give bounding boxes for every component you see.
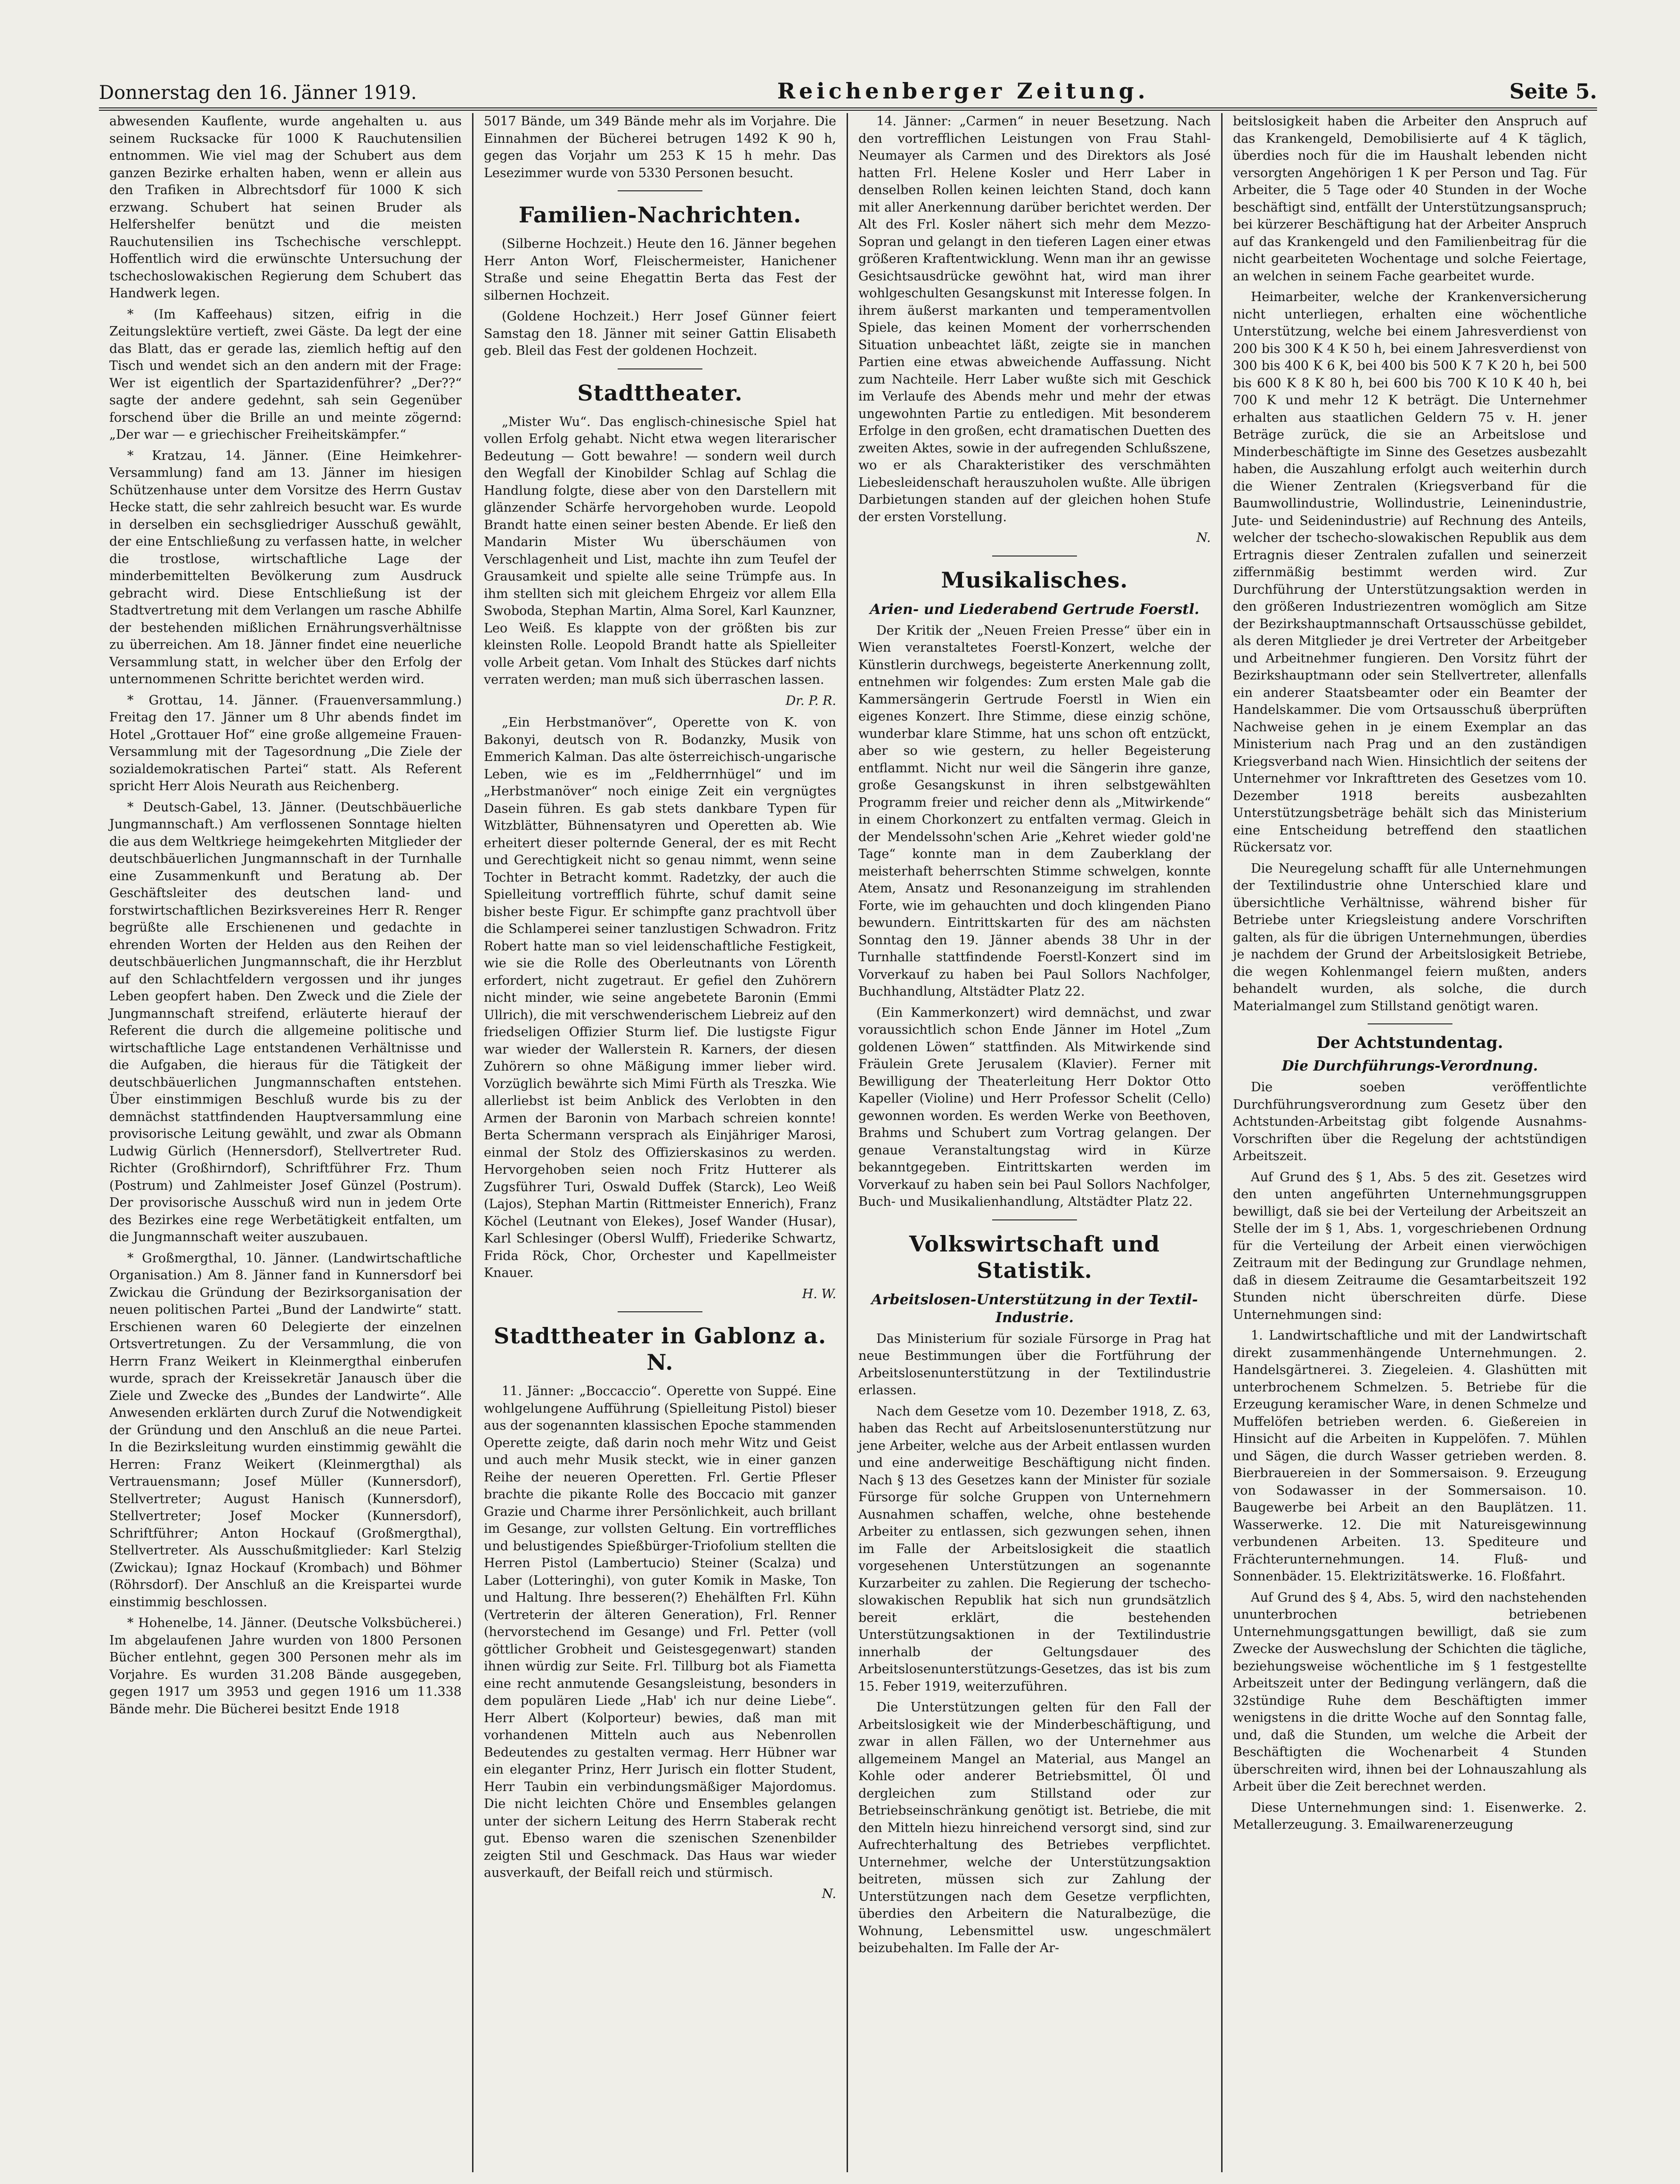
paragraph: * (Im Kaffeehaus) sitzen, eifrig in die Zeitungslektüre vertieft, zwei Gäste. Da legt der eine das Blatt, das er gerade las, ziemlich heftig auf den Tisch und wendet sich an den andern mit der Frage: Wer ist eigentlich der Spartazidenführer? „Der??“ sagte der andere gedehnt, sah sein Gegenüber forschend über die Brille an und meinte zögernd: „Der war — e griechischer Freiheitskämpfer.“ bbox=[109, 307, 462, 442]
paragraph: (Goldene Hochzeit.) Herr Josef Günner feiert Samstag den 18. Jänner mit seiner Gattin Elisabeth geb. Bleil das Fest der goldenen Hochzeit. bbox=[484, 309, 836, 358]
paragraph: (Silberne Hochzeit.) Heute den 16. Jänner begehen Herr Anton Worf, Fleischermeister, Hanichener Straße und seine Ehegattin Berta das Fest der silbernen Hochzeit. bbox=[484, 237, 836, 303]
page-header bbox=[99, 71, 1597, 111]
divider bbox=[1368, 1023, 1452, 1024]
header-date: Donnerstag den 16. Jänner 1919. bbox=[99, 82, 417, 104]
article-columns bbox=[99, 113, 1597, 2172]
section-heading-economy: Volkswirtschaft und Statistik. bbox=[909, 1231, 1160, 1283]
paragraph: Heimarbeiter, welche der Krankenversicherung nicht unterliegen, erhalten eine wöchentliche Unterstützung, welche bei einem Jahresverdienst von 200 bis 300 K 4 K 50 h, bei einem Jahresverdienst von 300 bis 400 K 6 K, bei 400 bis 500 K 7 K 20 h, bei 500 bis 600 K 8 K 80 h, bei 600 bis 700 K 10 K 40 h, bei 700 K und mehr 12 K beträgt. Die Unternehmer erhalten aus staatlichen Geldern 75 v. H. jener Beträge zurück, die sie an Arbeitslose und Minderbeschäftigte im Sinne des Gesetzes ausbezahlt haben, die Auszahlung erfolgt auch weiterhin durch die Wiener Zentralen (Kriegsverband für die Baumwollindustrie, Wollindustrie, Leinenindustrie, Jute- und Seidenindustrie) auf Rechnung des Anteils, welcher der tschecho-slowakischen Republik aus dem Ertragnis dieser Zentralen zufallen und seinerzeit ziffernmäßig bestimmt werden wird. Zur Durchführung der Unterstützungsaktion werden in den größeren Industriezentren womöglich am Sitze der Bezirkshauptmannschaft Ortsausschüsse gebildet, als deren Mitglieder je drei Vertreter der Arbeitgeber und Arbeitnehmer fungieren. Den Vorsitz führt der Bezirkshauptmann oder sein Stellvertreter, allenfalls ein anderer Staatsbeamter oder ein Beamter der Handelskammer. Die vom Ortsausschuß überprüften Nachweise gehen in je einem Exemplar an das Ministerium nach Prag und an den zuständigen Kriegsverband nach Wien. Hinsichtlich der seitens der Unternehmer vor Inkrafttreten des Gesetzes vom 10. Dezember 1918 bereits ausbezahlten Unterstützungsbeträge behält sich das Ministerium eine Entscheidung betreffend den staatlichen Rückersatz vor. bbox=[1233, 290, 1587, 855]
author-signature: N. bbox=[1196, 531, 1211, 545]
paragraph: * Kratzau, 14. Jänner. (Eine Heimkehrer-Versammlung) fand am 13. Jänner im hiesigen Schützenhause unter dem Vorsitze des Herrn Gustav Hecke statt, die sehr zahlreich besucht war. Es wurde in derselben ein sechsgliedriger Ausschuß gewählt, der eine Entschließung zu verfassen hatte, in welcher die trostlose, wirtschaftliche Lage der minderbemittelten Bevölkerung zum Ausdruck gebracht wird. Diese Entschließung ist der Stadtvertretung mit dem Verlangen um rasche Abhilfe der bestehenden mißlichen Ernährungsverhältnisse zu überreichen. Am 18. Jänner findet eine neuerliche Versammlung statt, in welcher über den Erfolg der unternommenen Schritte berichtet werden wird. bbox=[109, 448, 462, 687]
paragraph: Der Kritik der „Neuen Freien Presse“ über ein in Wien veranstaltetes Foerstl-Konzert, welche der Künstlerin durchwegs, begeisterte Anerkennung zollt, entnehmen wir folgendes: Zum ersten Male gab die Kammersängerin Gertrude Foerstl in Wien ein eigenes Konzert. Ihre Stimme, diese einzig schöne, wunderbar klare Stimme, hat uns schon oft entzückt, aber so wie gestern, zu heller Begeisterung entflammt. Nicht nur weil die Sängerin ihre ganze, große Gesangskunst in ihren selbstgewählten Programm freier und reicher denn als „Mitwirkende“ in einem Chorkonzert zu entfalten vermag. Gleich in der Mendelssohn'schen Arie „Kehret wieder gold'ne Tage“ konnte man in dem Zauberklang der meisterhaft beherrschten Stimme schwelgen, konnte Atem, Ansatz und Resonanzeigung im strahlenden Forte, wie im gehauchten und doch klingenden Piano bewundern. Eintrittskarten für des am nächsten Sonntag den 19. Jänner abends 38 Uhr in der Turnhalle stattfindende Foerstl-Konzert sind im Vorverkauf zu haben bei Paul Sollors Nachfolger, Buchhandlung, Altstädter Platz 22. bbox=[858, 623, 1211, 999]
section-heading-gablonz: Stadttheater in Gablonz a. N. bbox=[494, 1323, 826, 1375]
paragraph: (Ein Kammerkonzert) wird demnächst, und zwar voraussichtlich schon Ende Jänner im Hotel „Zum goldenen Löwen“ stattfinden. Als Mitwirkende sind Fräulein Grete Jerusalem (Klavier). Ferner mit Bewilligung der Theaterleitung Herr Doktor Otto Kapeller (Violine) und Herr Professor Schelit (Cello) gewonnen worden. Es werden Werke von Beethoven, Brahms und Schubert zum Vortrag gelangen. Der genaue Veranstaltungstag wird in Kürze bekanntgegeben. Eintrittskarten werden im Vorverkauf zu haben sein bei Paul Sollors Nachfolger, Buch- und Musikalienhandlung, Altstädter Platz 22. bbox=[858, 1005, 1211, 1209]
paragraph: * Hohenelbe, 14. Jänner. (Deutsche Volksbücherei.) Im abgelaufenen Jahre wurden von 1800 Personen Bücher entlehnt, gegen 300 Personen mehr als im Vorjahre. Es wurden 31.208 Bände ausgegeben, gegen 1917 um 3953 und gegen 1916 um 11.338 Bände mehr. Die Bücherei besitzt Ende 1918 bbox=[109, 1616, 462, 1717]
paragraph: Die Neuregelung schafft für alle Unternehmungen der Textilindustrie ohne Unterschied klare und übersichtliche Verhältnisse, während bisher für Betriebe unter Kriegsleistung andere Vorschriften galten, als für die übrigen Unternehmungen, überdies je nachdem der Grund der Arbeitslosigkeit Betriebe, die wegen Kohlenmangel feiern mußten, anders behandelt wurden, als solche, die durch Materialmangel zum Stillstand genötigt waren. bbox=[1233, 861, 1587, 1014]
paragraph: 5017 Bände, um 349 Bände mehr als im Vorjahre. Die Einnahmen der Bücherei betrugen 1492 K 90 h, gegen das Vorjahr um 253 K 15 h mehr. Das Lesezimmer wurde von 5330 Personen besucht. bbox=[484, 114, 836, 180]
author-signature: N. bbox=[822, 1886, 836, 1901]
divider bbox=[618, 190, 702, 191]
column-4 bbox=[1223, 113, 1597, 2172]
paragraph: Nach dem Gesetze vom 10. Dezember 1918, Z. 63, haben das Recht auf Arbeitslosenunterstützung nur jene Arbeiter, welche aus der Arbeit entlassen wurden und eine anderweitige Beschäftigung nicht finden. Nach § 13 des Gesetzes kann der Minister für soziale Fürsorge für solche Gruppen von Unternehmern Ausnahmen schaffen, welche, ohne bestehende Arbeiter zu entlassen, sich gezwungen sehen, ihnen im Falle der Arbeitslosigkeit die staatlich vorgesehenen Unterstützungen an sogenannte Kurzarbeiter zu zahlen. Die Regierung der tschecho-slowakischen Republik hat sich nun grundsätzlich bereit erklärt, die bestehenden Unterstützungsaktionen in der Textilindustrie innerhalb der Geltungsdauer des Arbeitslosenunterstützungs-Gesetzes, das ist bis zum 15. Feber 1919, weiterzuführen. bbox=[858, 1404, 1211, 1694]
column-2 bbox=[473, 113, 848, 2172]
paragraph: Auf Grund des § 4, Abs. 5, wird den nachstehenden ununterbrochen betriebenen Unternehmungsgattungen bewilligt, daß sie zum Zwecke der Auswechslung der Schichten die tägliche, beziehungsweise wöchentliche im § 1 festgestellte Arbeitszeit unter der Bedingung verlängern, daß die 32stündige Ruhe dem Beschäftigten immer wenigstens in die dritte Woche auf den Sonntag falle, und, daß die Stunden, um welche die Arbeit der Beschäftigten die Wochenarbeit 4 Stunden überschreiten wird, ihnen bei der Lohnauszahlung als Arbeit über die Zeit berechnet werden. bbox=[1233, 1590, 1587, 1794]
column-3 bbox=[848, 113, 1223, 2172]
subheading: Arien- und Liederabend Gertrude Foerstl. bbox=[870, 601, 1199, 618]
paragraph: Die Unterstützungen gelten für den Fall der Arbeitslosigkeit wie der Minderbeschäftigung, und zwar in allen Fällen, wo der Unternehmer aus allgemeinem Mangel an Material, aus Mangel an Kohle oder anderer Betriebsmittel, Öl und dergleichen zum Stillstand oder zur Betriebseinschränkung genötigt ist. Betriebe, die mit den Mitteln hiezu hinreichend versorgt sind, sind zur Aufrechterhaltung des Betriebes verpflichtet. Unternehmer, welche der Unterstützungsaktion beitreten, müssen sich zur Zahlung der Unterstützungen nach dem Gesetze verpflichten, überdies den Arbeitern die Naturalbezüge, die Wohnung, Lebensmittel usw. ungeschmälert beizubehalten. Im Falle der Ar- bbox=[858, 1700, 1211, 1955]
paragraph: Diese Unternehmungen sind: 1. Eisenwerke. 2. Metallerzeugung. 3. Emailwarenerzeugung bbox=[1233, 1800, 1587, 1832]
author-signature: H. W. bbox=[802, 1286, 836, 1301]
paragraph: 1. Landwirtschaftliche und mit der Landwirtschaft direkt zusammenhängende Unternehmungen. 2. Handelsgärtnerei. 3. Ziegeleien. 4. Glashütten mit unterbrochenem Schmelzen. 5. Betriebe für die Erzeugung keramischer Ware, in denen Schmelze und Muffelöfen betrieben werden. 6. Gießereien in Hinsicht auf die Arbeiten in Kuppelöfen. 7. Mühlen und Sägen, die durch Wasser getrieben werden. 8. Bierbrauereien in der Sommersaison. 9. Erzeugung von Sodawasser in der Sommersaison. 10. Baugewerbe bei Arbeit an den Bauplätzen. 11. Wasserwerke. 12. Die mit Natureisgewinnung verbundenen Arbeiten. 13. Spediteure und Frächterunternehmungen. 14. Fluß- und Sonnenbäder. 15. Elektrizitätswerke. 16. Floßfahrt. bbox=[1233, 1328, 1587, 1584]
paragraph: Die soeben veröffentlichte Durchführungsverordnung zum Gesetz über den Achtstunden-Arbeitstag gibt folgende Ausnahms-Vorschriften über die Regelung der achtstündigen Arbeitszeit. bbox=[1233, 1080, 1587, 1163]
paragraph: beitslosigkeit haben die Arbeiter den Anspruch auf das Krankengeld, Demobilisierte auf 4 K täglich, überdies noch für die im Haushalt lebenden nicht versorgten Angehörigen 1 K per Person und Tag. Für Arbeiter, die 5 Tage oder 40 Stunden in der Woche beschäftigt sind, entfällt der Unterstützungsanspruch; bei kürzerer Beschäftigung hat der Arbeiter Anspruch auf das Krankengeld und den Familienbeitrag für die nicht gearbeiteten Wochentage und solche Feiertage, an welchen in seinem Fache gearbeitet wurde. bbox=[1233, 114, 1587, 284]
section-heading-music: Musikalisches. bbox=[941, 567, 1128, 593]
author-signature: Dr. P. R. bbox=[785, 693, 836, 708]
paragraph: 11. Jänner: „Boccaccio“. Operette von Suppé. Eine wohlgelungene Aufführung (Spielleitung Pistol) bieser aus der sogenannten klassischen Epoche stammenden Operette zeigte, daß darin noch mehr Witz und Geist und auch mehr Musik steckt, wie in einer ganzen Reihe der neueren Operetten. Frl. Gertie Pfleser brachte die pikante Rolle des Boccacio mit ganzer Grazie und Charme ihrer Persönlichkeit, auch brillant im Gesange, zur vollsten Geltung. Ein vortreffliches und belustigendes Spießbürger-Triofolium stellten die Herren Pistol (Lambertucio) Steiner (Scalza) und Laber (Lotteringhi), von guter Komik in Maske, Ton und Haltung. Ihre besseren(?) Ehehälften Frl. Kühn (Vertreterin der älteren Generation), Frl. Renner (hervorstechend im Gesange) und Frl. Petter (voll göttlicher Grobheit und Geistesgegenwart) standen ihnen würdig zur Seite. Frl. Tillburg bot als Fiametta eine recht anmutende Gesangsleistung, besonders in dem populären Liede „Hab' ich nur deine Liebe“. Herr Albert (Kolporteur) bewies, daß man mit vorhandenen Mitteln auch aus Nebenrollen Bedeutendes zu gestalten vermag. Herr Hübner war ein eleganter Prinz, Herr Jurisch ein flotter Student, Herr Taubin ein verbindungsmäßiger Majordomus. Die nicht leichten Chöre und Ensembles gelangen unter der sichern Leitung des Herrn Staberak recht gut. Ebenso waren die szenischen Szenenbilder zeigten Stil und Geschmack. Das Haus war wieder ausverkauft, der Beifall reich und stürmisch. bbox=[484, 1384, 836, 1880]
paragraph: 14. Jänner: „Carmen“ in neuer Besetzung. Nach den vortrefflichen Leistungen von Frau Stahl-Neumayer als Carmen und des Direktors als José hatten Frl. Helene Kosler und Herr Laber in denselben Rollen keinen leichten Stand, doch kann mit aller Anerkennung darüber berichtet werden. Der Alt des Frl. Kosler nähert sich mehr dem Mezzo-Sopran und gelangt in den tieferen Lagen einer etwas größeren Kraftentwicklung. Wenn man ihr an gewisse Gesichtsausdrücke gewöhnt hat, wird man ihrer wohlgeschulten Gesangskunst mit Interesse folgen. In ihrem äußerst markanten und temperamentvollen Spiele, das keinen Moment der vorherrschenden Situation unbeachtet läßt, zeigte sie in manchen Partien eine etwas abweichende Auffassung. Nicht zum Nachteile. Herr Laber wußte sich mit Geschick im Verlaufe des Abends mehr und mehr der etwas ungewohnten Partie zu entledigen. Mit besonderem Erfolge in den großen, echt dramatischen Duetten des zweiten Aktes, sowie in der aufregenden Schlußszene, wo er als Charakteristiker des verschmähten Liebesleidenschaft herauszuholen wußte. Alle übrigen Darbietungen standen auf der gleichen hohen Stufe der ersten Vorstellung. bbox=[858, 114, 1211, 524]
paragraph: Auf Grund des § 1, Abs. 5 des zit. Gesetzes wird den unten angeführten Unternehmungsgruppen bewilligt, daß sie bei der Verteilung der Arbeitszeit an Stelle der im § 1, Abs. 1, vorgeschriebenen Ordnung für die Verteilung der Arbeit einen vierwöchigen Zeitraum mit der Bedingung zur Grundlage nehmen, daß in diesem Zeitraume die Gesamtarbeitszeit 192 Stunden nicht überschreiten dürfe. Diese Unternehmungen sind: bbox=[1233, 1170, 1587, 1322]
paragraph: „Mister Wu“. Das englisch-chinesische Spiel hat vollen Erfolg gehabt. Nicht etwa wegen literarischer Bedeutung — Gott bewahre! — sondern weil durch den Wegfall der Kinobilder Schlag auf Schlag die Handlung folgte, diese aber von den Darstellern mit glänzender Schärfe hervorgehoben wurde. Leopold Brandt hatte einen seiner besten Abende. Er ließ den Mandarin Mister Wu überschäumen von Verschlagenheit und List, machte ihn zum Teufel der Grausamkeit und spielte alle seine Trümpfe aus. In ihm stellten sich mit gleichem Ehrgeiz vor allem Ella Swoboda, Stephan Martin, Alma Sorel, Karl Kaunzner, Leo Weiß. Es klappte von der größten bis zur kleinsten Rolle. Leopold Brandt hatte als Spielleiter volle Arbeit getan. Vom Inhalt des Stückes darf nichts verraten werden; man muß sich überraschen lassen. bbox=[484, 414, 836, 687]
paragraph: Das Ministerium für soziale Fürsorge in Prag hat neue Bestimmungen über die Fortführung der Arbeitslosenunterstützung in der Textilindustrie erlassen. bbox=[858, 1331, 1211, 1398]
paragraph: abwesenden Kauflente, wurde angehalten u. aus seinem Rucksacke für 1000 K Rauchutensilien entnommen. Wie viel mag der Schubert aus dem ganzen Bezirke erhalten haben, wenn er allein aus den Trafiken in Albrechtsdorf für 1000 K sich erzwang. Schubert hat seinen Bruder als Helfershelfer benützt und die meisten Rauchutensilien ins Tschechische verschleppt. Hoffentlich wird die erwünschte Untersuchung der tschechoslowakischen Regierung dem Schubert das Handwerk legen. bbox=[109, 114, 462, 301]
divider bbox=[618, 368, 702, 369]
paragraph: * Grottau, 14. Jänner. (Frauenversammlung.) Freitag den 17. Jänner um 8 Uhr abends findet im Hotel „Grottauer Hof“ eine große allgemeine Frauen-Versammlung mit der Tagesordnung „Die Ziele der sozialdemokratischen Partei“ statt. Als Referent spricht Herr Alois Neurath aus Reichenberg. bbox=[109, 693, 462, 793]
divider bbox=[992, 1219, 1077, 1220]
masthead-title: Reichenberger Zeitung. bbox=[777, 78, 1149, 104]
paragraph: * Deutsch-Gabel, 13. Jänner. (Deutschbäuerliche Jungmannschaft.) Am verflossenen Sonntage hielten die aus dem Weltkriege heimgekehrten Mitglieder der deutschbäuerlichen Jungmannschaft in der Turnhalle eine Zusammenkunft und Beratung ab. Der Geschäftsleiter des deutschen land- und forstwirtschaftlichen Bezirksvereines Herr R. Renger begrüßte alle Erschienenen und gedachte in ehrenden Worten der Helden aus den Reihen der deutschbäuerlichen Jungmannschaft, die ihr Herzblut auf den Schlachtfeldern vergossen und ihr junges Leben geopfert haben. Den Zweck und die Ziele der Jungmannschaft streifend, erläuterte hierauf der Referent die durch die allgemeine politische und wirtschaftliche Lage entstandenen Verhältnisse und die Aufgaben, die hieraus für die Tätigkeit der deutschbäuerlichen Jungmannschaften entstehen. Über einstimmigen Beschluß wurde bis zu der demnächst stattfindenden Hauptversammlung eine provisorische Leitung gewählt, und zwar als Obmann Ludwig Gürlich (Hennersdorf), Stellvertreter Rud. Richter (Großhirndorf), Schriftführer Frz. Thum (Postrum) und Zahlmeister Josef Günzel (Postrum). Der provisorische Ausschuß wird nun in jedem Orte des Bezirkes eine rege Werbetätigkeit entfalten, um die Jungmannschaft weiter auszubauen. bbox=[109, 800, 462, 1244]
section-heading-theater: Stadttheater. bbox=[577, 380, 743, 406]
column-1 bbox=[99, 113, 473, 2172]
section-heading-eight-hour-day: Der Achtstundentag. bbox=[1316, 1033, 1503, 1052]
subheading: Arbeitslosen-Unterstützung in der Textil-Industrie. bbox=[871, 1291, 1198, 1326]
section-heading-family: Familien-Nachrichten. bbox=[518, 202, 802, 228]
paragraph: „Ein Herbstmanöver“, Operette von K. von Bakonyi, deutsch von R. Bodanzky, Musik von Emmerich Kalman. Das alte österreichisch-ungarische Leben, wie es im „Feldherrnhügel“ und im „Herbstmanöver“ noch einige Zeit ein vergnügtes Dasein führen. Es gab stets dankbare Typen für Witzblätter, Bühnensatyren und Operetten ab. Wie erheitert dieser polternde General, der es mit Recht und Gerechtigkeit nicht so genau nimmt, wenn seine Tochter in Betracht kommt. Radetzky, der auch die Spielleitung vortrefflich führte, schuf damit seine bisher beste Figur. Er schimpfte ganz prachtvoll über die Schlamperei seiner tanzlustigen Schwadron. Fritz Robert hatte man so viel leidenschaftliche Festigkeit, wie sie die Rolle des Oberleutnants von Lörenth erfordert, nicht zugetraut. Er gefiel den Zuhörern nicht minder, wie seine angebetete Baronin (Emmi Ullrich), die mit verschwenderischem Liebreiz auf den friedseligen Offizier Sturm lief. Die lustigste Figur war wieder der Wallerstein R. Karners, der diesen Zuhörern so ohne Mäßigung immer lieber wird. Vorzüglich bewährte sich Mimi Fürth als Treszka. Wie allerliebst ist beim Anblick des Verlobten in den Armen der Baronin von Marbach schreien konnte! Berta Schermann versprach als Einjähriger Marosi, einmal der Stolz des Offizierskasinos zu werden. Hervorgehoben seien noch Fritz Hutterer als Zugsführer Turi, Oswald Duffek (Starck), Leo Weiß (Lajos), Stephan Martin (Rittmeister Ennerich), Franz Köchel (Leutnant von Elekes), Josef Wander (Husar), Karl Schlesinger (Obersl Wulff), Friederike Schwartz, Frida Röck, Chor, Orchester und Kapellmeister Knauer. bbox=[484, 715, 836, 1280]
paragraph: * Großmergthal, 10. Jänner. (Landwirtschaftliche Organisation.) Am 8. Jänner fand in Kunnersdorf bei Zwickau die Gründung der Bezirksorganisation der neuen politischen Partei „Bund der Landwirte“ statt. Erschienen waren 60 Delegierte der einzelnen Ortsvertretungen. Zu der Versammlung, die von Herrn Franz Weikert in Kleinmergthal einberufen wurde, sprach der Kreissekretär Janausch über die Ziele und Zwecke des „Bundes der Landwirte“. Alle Anwesenden erklärten durch Zuruf die Notwendigkeit der Gründung und den Anschluß an die neue Partei. In die Bezirksleitung wurden einstimmig gewählt die Herren: Franz Weikert (Kleinmergthal) als Vertrauensmann; Josef Müller (Kunnersdorf), Stellvertreter; August Hanisch (Kunnersdorf), Stellvertreter; Josef Mocker (Kunnersdorf), Schriftführer; Anton Hockauf (Großmergthal), Stellvertreter. Als Ausschußmitglieder: Karl Stelzig (Zwickau); Ignaz Hockauf (Krombach) und Böhmer (Röhrsdorf). Der Anschluß an die Kreispartei wurde einstimmig beschlossen. bbox=[109, 1251, 462, 1610]
page-number: Seite 5. bbox=[1509, 80, 1597, 104]
subheading: Die Durchführungs-Verordnung. bbox=[1281, 1058, 1538, 1074]
divider bbox=[618, 1311, 702, 1312]
